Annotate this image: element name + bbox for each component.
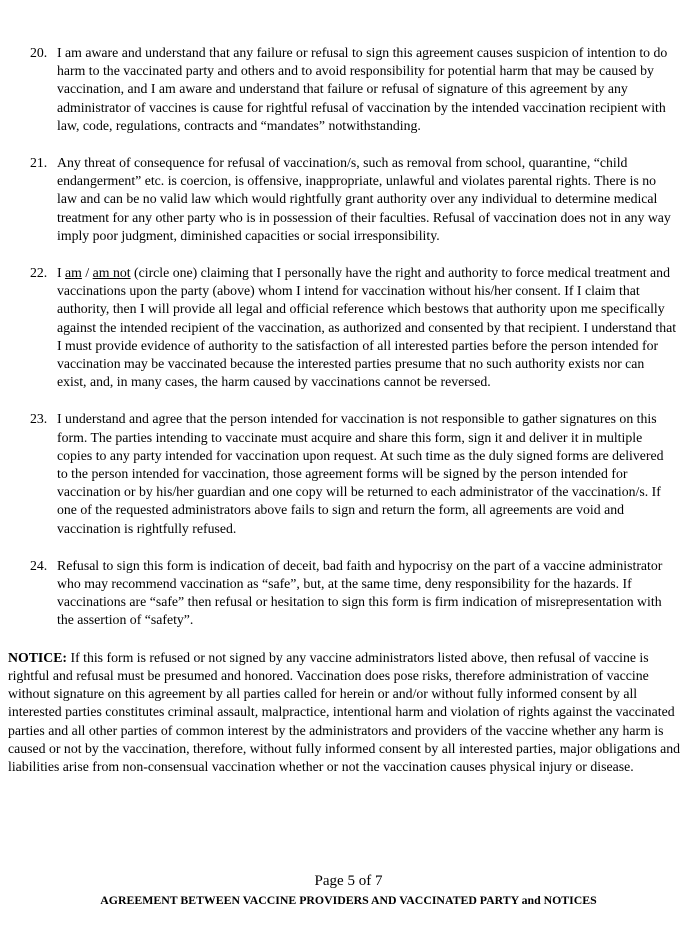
clause-23 [30,410,677,537]
clause-22 [30,264,677,391]
clause-text-prefix: I [57,265,66,281]
clause-text: I am aware and understand that any failure or refusal to sign this agreement causes suspicion of intention to do harm to the vaccinated party and others and to avoid responsibility for potential harm that may be caused by vaccination, and I am aware and understand that failure or refusal of signature of this agreement by any administrator of vaccines is cause for rightful refusal of vaccination by the intended vaccination recipient with law, code, regulations, contracts and “mandates” notwithstanding. [57,45,668,133]
clause-text-rest: (circle one) claiming that I personally have the right and authority to force medical treatment and vaccinations upon the party (above) whom I intend for vaccination without his/her consent. If I claim that authority, then I will provide all legal and official reference which bestows that authority upon me specifically against the intended recipient of the vaccination, as authorized and consented by that recipient. I understand that I must provide evidence of authority to the satisfaction of all interested parties before the person intended for vaccination may be vaccinated because the interested parties presume that no such authority exists nor can exist, and, in many cases, the harm caused by vaccinations cannot be reversed. [57,265,677,390]
clause-text: I understand and agree that the person intended for vaccination is not responsible to gather signatures on this form. The parties intending to vaccinate must acquire and share this form, sign it and deliver it in multiple copies to any party intended for vaccination upon request. At such time as the duly signed forms are delivered to the person intended for vaccination, those agreement forms will be signed by the person intended for vaccination or by his/her guardian and one copy will be returned to each administrator of the vaccination/s. If one of the requested administrators above fails to sign and return the form, all agreements are void and vaccination is rightfully refused. [57,411,664,536]
circle-option-separator: / [81,265,93,281]
page-footer [0,871,697,909]
clause-20 [30,44,677,135]
clause-number: 23. [30,411,48,427]
circle-option-am-not: am not [92,265,131,281]
circle-option-am: am [65,265,82,281]
notice-text: If this form is refused or not signed by any vaccine administrators listed above, then refusal of vaccine is rightful and refusal must be presumed and honored. Vaccination does pose risks, therefore administration of vaccine without signature on this agreement by all parties called for herein or and/or without fully informed consent by all interested parties constitutes criminal assault, malpractice, intentional harm and violation of rights against the vaccinated parties and all other parties of common interest by the administrators and providers of the vaccine whether any harm is caused or not by the vaccination, therefore, without fully informed consent by all interested parties, major obligations and liabilities arise from non-consensual vaccination whether or not the vaccination causes physical injury or disease. [8,649,681,774]
clause-text: Any threat of consequence for refusal of vaccination/s, such as removal from school, quarantine, “child endangerment” etc. is coercion, is offensive, inappropriate, unlawful and violates parental rights. There is no law and can be no valid law which would rightfully grant authority over any individual to determine medical treatment for any other party who is in possession of their faculties. Refusal of vaccination does not in any way imply poor judgment, diminished capacities or social irresponsibility. [57,155,671,243]
notice-paragraph [8,649,691,776]
clause-number: 24. [30,557,48,573]
clause-21 [30,154,677,245]
document-title: AGREEMENT BETWEEN VACCINE PROVIDERS AND VACCINATED PARTY and NOTICES [100,893,597,907]
page-number: Page 5 of 7 [314,873,383,889]
clause-text: Refusal to sign this form is indication of deceit, bad faith and hypocrisy on the part of a vaccine administrator who may recommend vaccination as “safe”, but, at the same time, deny responsibility for the hazards. If vaccinations are “safe” then refusal or hesitation to sign this form is firm indication of misrepresentation with the assertion of “safety”. [57,557,663,628]
clause-number: 21. [30,155,48,171]
clause-number: 22. [30,265,48,281]
numbered-clause-list [30,44,677,630]
clause-24 [30,557,677,630]
clause-text [57,264,677,391]
notice-label: NOTICE: [8,649,68,665]
clause-number: 20. [30,45,48,60]
